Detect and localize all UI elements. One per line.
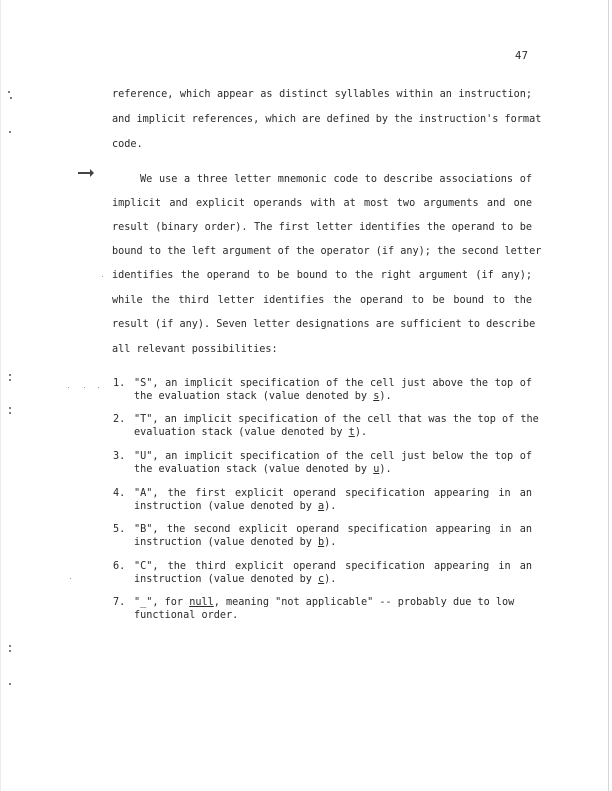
list-item-number: 1. [113,378,126,389]
margin-dot [84,387,85,388]
list-item-line: functional order. [134,610,239,621]
list-item-line: "U", an implicit specification of the cell just below the top of [134,451,532,462]
list-item-line: "_", for null, meaning "not applicable" -- probably due to low [134,597,515,608]
list-item-line: "B", the second explicit operand specification appearing in an [134,524,532,535]
margin-mark [9,683,11,685]
list-item-line: instruction (value denoted by c). [134,574,337,585]
list-item-line: instruction (value denoted by b). [134,537,337,548]
list-item-number: 4. [113,488,126,499]
margin-dot [98,387,99,388]
margin-mark [9,650,11,652]
variable-name: u [373,464,380,475]
margin-mark [9,412,11,414]
paragraph-line: identifies the operand to be bound to the right argument (if any); [112,270,532,281]
list-item-line: evaluation stack (value denoted by t). [134,427,368,438]
variable-name: a [318,501,325,512]
paragraph-line: reference, which appear as distinct syllables within an instruction; [112,89,532,100]
list-item-line: "A", the first explicit operand specification appearing in an [134,488,532,499]
list-item-line: the evaluation stack (value denoted by s). [134,391,392,402]
paragraph-line: code. [112,139,143,150]
margin-dot [68,387,69,388]
paragraph-line: while the third letter identifies the operand to be bound to the [112,295,532,306]
variable-name: c [318,574,325,585]
list-item-number: 7. [113,597,126,608]
list-item-number: 5. [113,524,126,535]
list-item-number: 6. [113,561,126,572]
variable-name: s [373,391,380,402]
margin-dot [102,276,103,277]
null-term: null [189,597,214,608]
margin-mark [8,91,10,93]
list-item-line: the evaluation stack (value denoted by u). [134,464,392,475]
list-item-line: "S", an implicit specification of the cell just above the top of [134,378,532,389]
paragraph-line: and implicit references, which are defined by the instruction's format [112,114,542,125]
page-number: 47 [515,50,529,62]
list-item-number: 3. [113,451,126,462]
paragraph-line: implicit and explicit operands with at most two arguments and one [112,198,532,209]
page-right-edge [608,0,609,791]
margin-mark [9,645,11,647]
paragraph-line: result (binary order). The first letter identifies the operand to be [112,222,532,233]
variable-name: b [318,537,325,548]
margin-mark [9,407,11,409]
margin-mark [9,379,11,381]
margin-arrow-icon [78,172,92,174]
list-item-line: "C", the third explicit operand specification appearing in an [134,561,532,572]
margin-mark [9,374,11,376]
paragraph-line: all relevant possibilities: [112,344,278,355]
variable-name: t [348,427,355,438]
list-item-number: 2. [113,414,126,425]
margin-mark [9,131,11,133]
list-item-line: instruction (value denoted by a). [134,501,337,512]
list-item-line: "T", an implicit specification of the cell that was the top of the [134,414,539,425]
margin-mark [10,97,12,99]
paragraph-line: result (if any). Seven letter designations are sufficient to describe [112,319,536,330]
page-left-edge [0,0,1,791]
paragraph-line: We use a three letter mnemonic code to describe associations of [140,174,532,185]
margin-dot [70,578,71,579]
paragraph-line: bound to the left argument of the operator (if any); the second letter [112,246,542,257]
